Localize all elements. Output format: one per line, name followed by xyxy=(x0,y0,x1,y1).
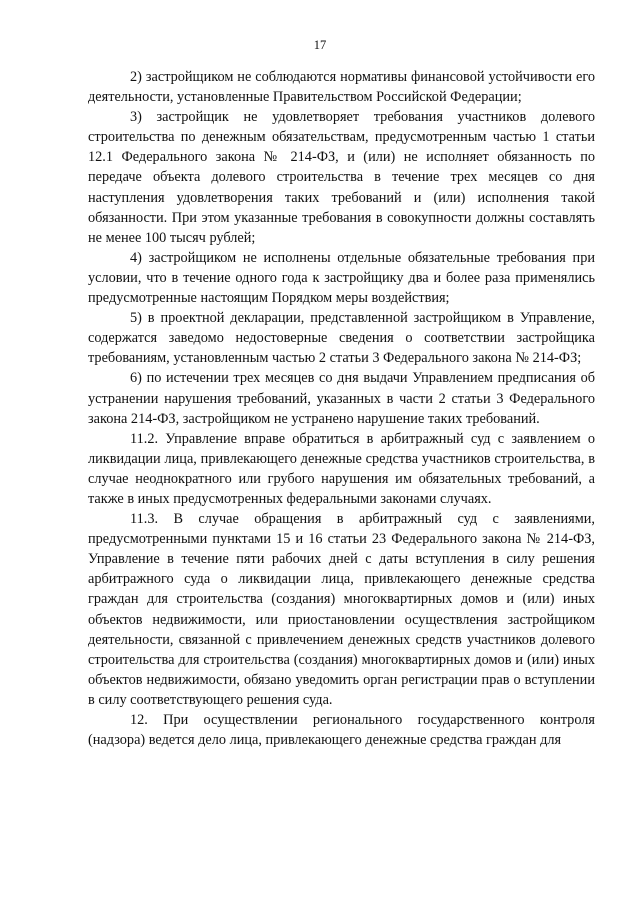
paragraph-item-5: 5) в проектной декларации, представленной застройщиком в Управление, содержатся заведомо недостоверные сведения о соответствии застройщика требованиям, установленным частью 2 статьи 3 Федерального закона № 214-ФЗ; xyxy=(88,310,595,367)
paragraph-11-2: 11.2. Управление вправе обратиться в арбитражный суд с заявлением о ликвидации лица, привлекающего денежные средства участников строительства, в случае неоднократного или грубого нарушения им обязательных требований, а также в иных предусмотренных федеральными законами случаях. xyxy=(88,430,595,507)
paragraph-item-2: 2) застройщиком не соблюдаются нормативы финансовой устойчивости его деятельности, установленные Правительством Российской Федерации; xyxy=(88,69,595,106)
paragraph-item-3: 3) застройщик не удовлетворяет требования участников долевого строительства по денежным обязательствам, предусмотренным частью 1 статьи 12.1 Федерального закона № 214-ФЗ, и (или) не исполняет обязанность по передаче объекта долевого строительства в течение трех месяцев со дня наступления удовлетворения таких требований и (или) исполнения такой обязанности. При этом указанные требования в совокупности должны составлять не менее 100 тысяч рублей; xyxy=(88,109,595,246)
paragraph-12: 12. При осуществлении регионального государственного контроля (надзора) ведется дело лица, привлекающего денежные средства граждан для xyxy=(88,712,595,749)
document-body xyxy=(88,67,595,750)
paragraph-11-3: 11.3. В случае обращения в арбитражный суд с заявлениями, предусмотренными пунктами 15 и 16 статьи 23 Федерального закона № 214-ФЗ, Управление в течение пяти рабочих дней с даты вступления в силу решения арбитражного суда о ликвидации лица, привлекающего денежные средства граждан для строительства (создания) многоквартирных домов и (или) иных объектов недвижимости, или приостановлении осуществления застройщиком деятельности, связанной с привлечением денежных средств участников долевого строительства для строительства (создания) многоквартирных домов и (или) иных объектов недвижимости, обязано уведомить орган регистрации прав о вступлении в силу соответствующего решения суда. xyxy=(88,511,595,708)
paragraph-item-6: 6) по истечении трех месяцев со дня выдачи Управлением предписания об устранении нарушения требований, указанных в части 2 статьи 3 Федерального закона 214-ФЗ, застройщиком не устранено нарушение таких требований. xyxy=(88,370,595,427)
page-number: 17 xyxy=(313,38,327,52)
paragraph-item-4: 4) застройщиком не исполнены отдельные обязательные требования при условии, что в течение одного года к застройщику два и более раза применялись предусмотренные настоящим Порядком меры воздействия; xyxy=(88,249,595,307)
